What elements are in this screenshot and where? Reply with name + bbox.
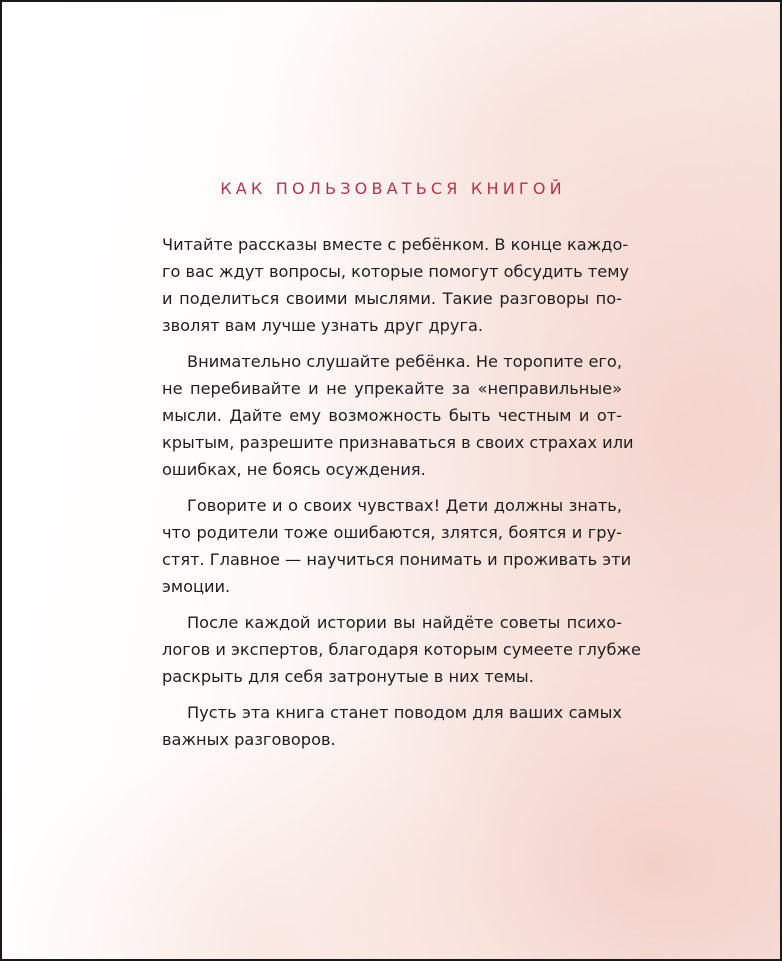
text-line: стят. Главное — научиться понимать и проживать эти [162,550,632,569]
paragraph-1 [162,231,629,339]
text-line: Читайте рассказы вместе с ребёнком. В конце каждо- [162,235,629,254]
page-heading: КАК ПОЛЬЗОВАТЬСЯ КНИГОЙ [220,179,566,198]
text-line: После каждой истории вы найдёте советы психо- [187,613,622,632]
text-line: крытым, разрешите признаваться в своих страхах или [162,433,634,452]
text-line: логов и экспертов, благодаря которым сумеете глубже [162,640,642,659]
paragraph-3 [162,492,632,600]
text-line: и поделиться своими мыслями. Такие разговоры по- [162,289,622,308]
text-line: зволят вам лучше узнать друг друга. [162,316,484,335]
paragraph-5 [162,699,622,753]
text-line: раскрыть для себя затронутые в них темы. [162,667,534,686]
text-line: Внимательно слушайте ребёнка. Не торопите его, [187,352,622,371]
text-line: эмоции. [162,577,231,596]
text-line: Пусть эта книга станет поводом для ваших самых [187,703,622,722]
text-line: ошибках, не боясь осуждения. [162,460,426,479]
text-line: Говорите и о своих чувствах! Дети должны знать, [187,496,622,515]
page-body [162,231,642,762]
text-line: что родители тоже ошибаются, злятся, боятся и гру- [162,523,622,542]
text-line: важных разговоров. [162,730,336,749]
text-line: го вас ждут вопросы, которые помогут обсудить тему [162,262,629,281]
paragraph-4 [162,609,642,690]
text-line: мысли. Дайте ему возможность быть честным и от- [162,406,622,425]
text-line: не перебивайте и не упрекайте за «неправильные» [162,379,622,398]
paragraph-2 [162,348,634,483]
